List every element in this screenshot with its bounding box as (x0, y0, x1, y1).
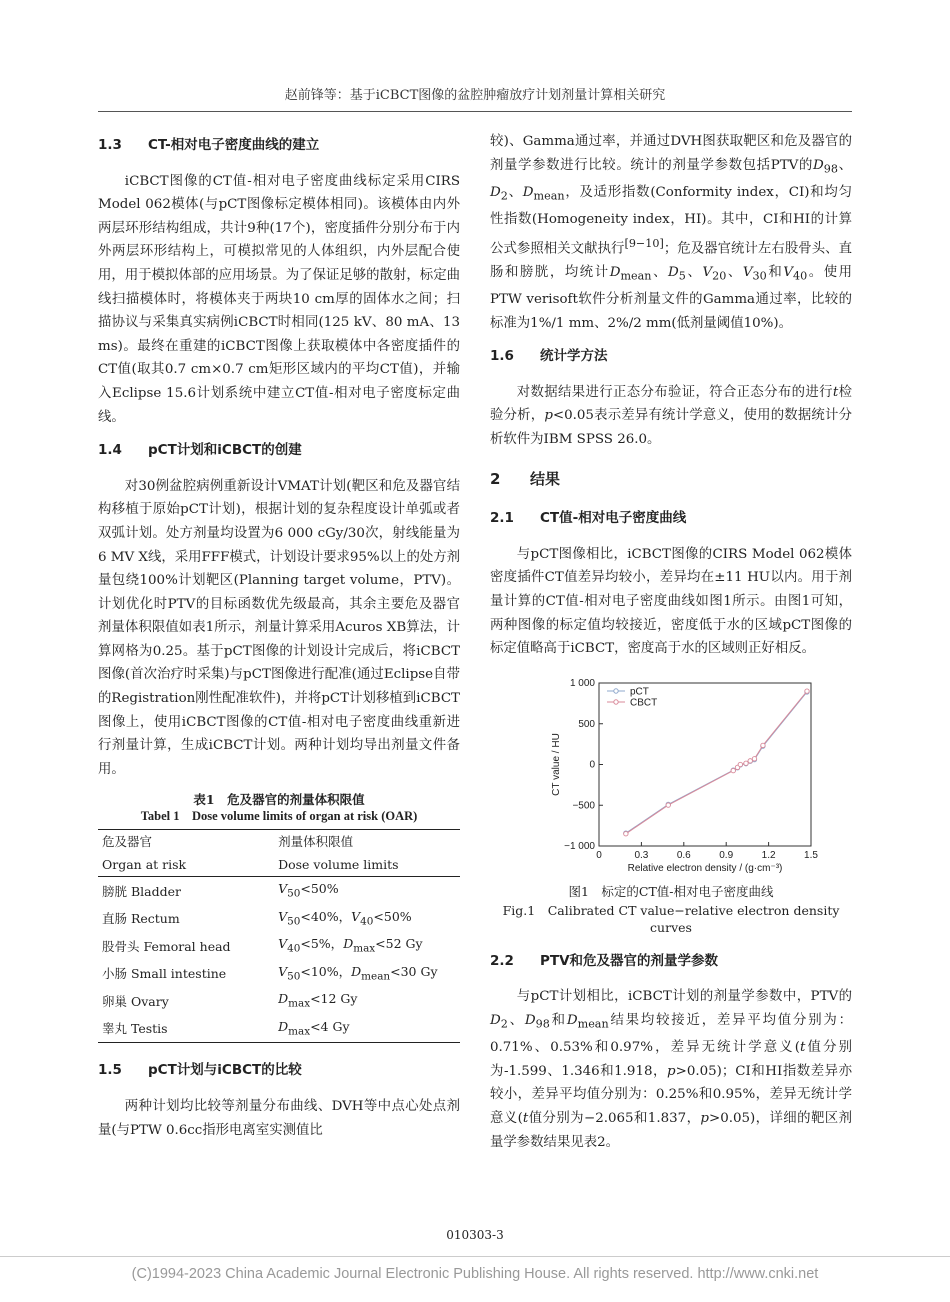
legend-label: CBCT (630, 697, 658, 709)
left-column (98, 130, 460, 1152)
figure-caption-cn: 图1 标定的CT值-相对电子密度曲线 (568, 883, 774, 899)
section-number: 2.1 (490, 510, 514, 527)
limit-cell: $V_{50}<50\%$ (278, 881, 339, 900)
x-axis-label: Relative electron density / (g·cm⁻³) (627, 862, 783, 874)
section-title: 结果 (530, 469, 561, 488)
x-tick-label: 1.2 (761, 849, 776, 861)
table-row (98, 1015, 460, 1043)
table-row (98, 905, 460, 933)
table-row (98, 960, 460, 988)
y-tick-label: 0 (589, 759, 595, 771)
x-tick-label: 0.9 (719, 849, 734, 861)
section-title: pCT计划和iCBCT的创建 (148, 442, 302, 459)
x-tick-label: 1.5 (804, 849, 818, 861)
section-number: 2 (490, 469, 501, 488)
data-point-cbct (748, 758, 752, 762)
x-tick-label: 0 (596, 849, 602, 861)
data-point-cbct (744, 761, 748, 765)
paragraph-1-4: 对30例盆腔病例重新设计VMAT计划(靶区和危及器官结构移植于原始pCT计划)，根据计划的复杂程度设计单弧或者双弧计划。处方剂量均设置为6 000 cGy/30次，射线能量为6 MV X线，采用FFF模式，计划设计要求95%以上的处方剂量包绕100%计划靶区(Planning target volume，PTV)。计划优化时PTV的目标函数优先级最高，其余主要危及器官剂量体积限值如表1所示，剂量计算采用Acuros XB算法，计算网格为0.25。基于pCT图像的计划设计完成后，将iCBCT图像(首次治疗时采集)与pCT图像进行配准(通过Eclipse自带的Registration刚性配准软件)，并将pCT计划移植到iCBCT图像上，使用iCBCT图像的CT值-相对电子密度曲线重新进行剂量计算，生成iCBCT计划。两种计划均导出剂量文件备用。 (98, 478, 461, 777)
table-row (98, 987, 460, 1015)
limit-cell: $V_{50}<10\%$，$D_{mean}<30$ Gy (278, 963, 438, 983)
right-column (490, 130, 852, 1164)
legend-marker (614, 700, 618, 704)
table-caption-cn: 表1 危及器官的剂量体积限值 (193, 792, 365, 808)
data-point-cbct (738, 762, 742, 766)
limit-cell: $V_{40}<5\%$，$D_{max}<52$ Gy (278, 936, 423, 955)
section-1-3-heading (98, 134, 460, 158)
table-1-caption (98, 791, 460, 825)
table-1 (98, 829, 460, 1043)
organ-cell: 直肠 Rectum (102, 911, 180, 927)
legend-marker (614, 689, 618, 693)
y-tick-label: 500 (578, 718, 595, 730)
table-header-cell: 危及器官 (98, 830, 246, 854)
running-header (98, 84, 852, 112)
legend-label: pCT (630, 686, 649, 698)
section-2-1-heading (490, 507, 852, 531)
section-number: 1.3 (98, 137, 122, 153)
section-title: CT-相对电子密度曲线的建立 (148, 137, 320, 153)
table-header-cell: 剂量体积限值 (246, 830, 460, 854)
organ-cell: 膀胱 Bladder (102, 883, 181, 899)
section-number: 1.6 (490, 348, 514, 365)
section-title: CT值-相对电子密度曲线 (540, 510, 687, 527)
table-caption-en: Tabel 1 Dose volume limits of organ at risk (OAR) (140, 809, 418, 824)
table-row (98, 877, 460, 905)
copyright-notice: (C)1994-2023 China Academic Journal Electronic Publishing House. All rights reserved. http://www.cnki.net (131, 1266, 819, 1282)
data-point-cbct (666, 803, 670, 807)
section-number: 1.4 (98, 442, 122, 459)
section-number: 2.2 (490, 952, 514, 969)
data-point-cbct (805, 689, 809, 693)
table-row (98, 932, 460, 960)
section-2-heading (490, 468, 852, 492)
paragraph-1-5: 两种计划均比较等剂量分布曲线、DVH等中点心处点剂量(与PTW 0.6cc指形电离室实测值比 (98, 1099, 460, 1138)
section-1-5-heading (98, 1059, 460, 1083)
y-tick-label: −1 000 (564, 840, 595, 852)
section-title: 统计学方法 (540, 348, 608, 365)
footer-divider (0, 1256, 950, 1257)
section-title: PTV和危及器官的剂量学参数 (540, 952, 719, 969)
section-number: 1.5 (98, 1062, 122, 1079)
data-point-cbct (731, 768, 735, 772)
figure-1 (490, 671, 852, 936)
x-tick-label: 0.6 (676, 849, 691, 861)
section-1-6-heading (490, 345, 852, 369)
table-header-cell: Organ at risk (98, 853, 246, 877)
section-1-4-heading (98, 439, 460, 463)
paragraph-2-2: 与pCT计划相比，iCBCT计划的剂量学参数中，PTV的$D_2$、$D_{98}$和$D_{mean}$结果均较接近，差异平均值分别为：0.71%、0.53%和0.97%，差异无统计学意义(t值分别为-1.599、1.346和1.918，p>0.05)；CI和HI指数差异亦较小，差异平均值分别为：0.25%和0.95%，差异无统计学意义(t值分别为−2.065和1.837，p>0.05)，详细的靶区剂量学参数结果见表2。 (490, 989, 853, 1150)
organ-cell: 卵巢 Ovary (102, 993, 169, 1009)
y-tick-label: 1 000 (569, 677, 595, 689)
section-2-2-heading (490, 950, 852, 974)
data-point-cbct (752, 756, 756, 760)
x-tick-label: 0.3 (634, 849, 649, 861)
calibration-chart (521, 671, 821, 881)
page-number: 010303-3 (446, 1228, 504, 1242)
y-tick-label: −500 (572, 800, 595, 812)
figure-caption-en: Fig.1 Calibrated CT value−relative electron density curves (502, 902, 840, 935)
paragraph-1-6: 对数据结果进行正态分布验证，符合正态分布的进行t检验分析，p<0.05表示差异有统计学意义，使用的数据统计分析软件为IBM SPSS 26.0。 (490, 384, 853, 448)
table-header-cell: Dose volume limits (246, 853, 460, 877)
limit-cell: $D_{max}<12$ Gy (278, 991, 358, 1010)
data-point-cbct (624, 831, 628, 835)
series-line-cbct (626, 691, 807, 834)
y-axis-label: CT value / HU (551, 732, 562, 796)
organ-cell: 睾丸 Testis (98, 1015, 246, 1043)
limit-cell: $D_{max}<4$ Gy (246, 1015, 460, 1043)
organ-cell: 小肠 Small intestine (102, 966, 227, 982)
organ-cell: 股骨头 Femoral head (102, 938, 231, 954)
series-line-pct (626, 692, 807, 833)
section-title: pCT计划与iCBCT的比较 (148, 1062, 302, 1079)
limit-cell: $V_{50}<40\%$，$V_{40}<50\%$ (278, 908, 412, 928)
paragraph-2-1: 与pCT图像相比，iCBCT图像的CIRS Model 062模体密度插件CT值差异均较小，差异均在±11 HU以内。用于剂量计算的CT值-相对电子密度曲线如图1所示。由图1可知，两种图像的标定值均较接近，密度低于水的区域pCT图像的标定值略高于iCBCT，密度高于水的区域则正好相反。 (490, 546, 852, 657)
data-point-cbct (761, 743, 765, 747)
paragraph-1-3: iCBCT图像的CT值-相对电子密度曲线标定采用CIRS Model 062模体(与pCT图像标定模体相同)。该模体由内外两层环形结构组成，共计9种(17个)，密度插件分别分布于内外两层环形结构上，可模拟常见的人体组织，内外层配合使用，用于模拟体部的应用场景。为了保证足够的散射，标定曲线扫描模体时，将模体夹于两块10 cm厚的固体水之间；扫描协议与采集真实病例iCBCT时相同(125 kV、80 mA、13 ms)。最终在重建的iCBCT图像上获取模体中各密度插件的CT值(取其0.7 cm×0.7 cm矩形区域内的平均CT值)，并输入Eclipse 15.6计划系统中建立CT值-相对电子密度标定曲线。 (98, 173, 460, 425)
paragraph-1-5-continued: 较)、Gamma通过率，并通过DVH图获取靶区和危及器官的剂量学参数进行比较。统计的剂量学参数包括PTV的$D_{98}$、$D_2$、$D_{mean}$，及适形指数(Conformity index，CI)和均匀性指数(Homogeneity index，HI)。其中，CI和HI的计算公式参照相关文献执行[9−10]；危及器官统计左右股骨头、直肠和膀胱，均统计$D_{mean}$、$D_5$、$V_{20}$、$V_{30}$和$V_{40}$。使用PTW verisoft软件分析剂量文件的Gamma通过率，比较的标准为1%/1 mm、2%/2 mm(低剂量阈值10%)。 (490, 134, 853, 331)
running-title: 赵前锋等：基于iCBCT图像的盆腔肿瘤放疗计划剂量计算相关研究 (284, 88, 666, 103)
